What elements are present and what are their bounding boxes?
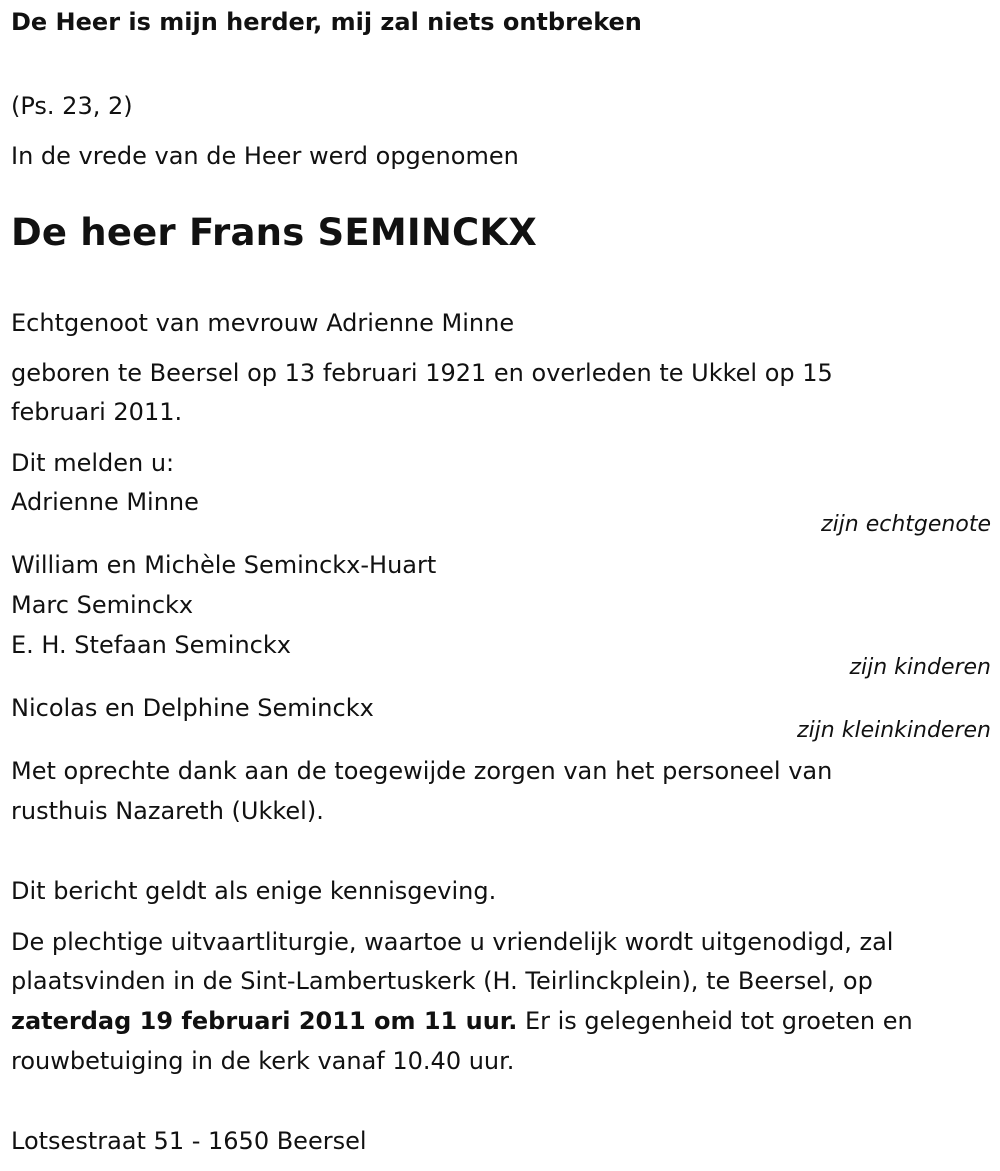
address: Lotsestraat 51 - 1650 Beersel — [11, 1127, 367, 1155]
announced-by-label: Dit melden u: — [11, 449, 175, 477]
funeral-line-1: De plechtige uitvaartliturgie, waartoe u vriendelijk wordt uitgenodigd, zal — [11, 928, 894, 956]
child-name: William en Michèle Seminckx-Huart — [11, 551, 437, 579]
grandchild-name: Nicolas en Delphine Seminckx — [11, 694, 374, 722]
intro-text: In de vrede van de Heer werd opgenomen — [11, 142, 519, 170]
child-name: E. H. Stefaan Seminckx — [11, 631, 291, 659]
children-relation: zijn kinderen — [849, 655, 991, 680]
deceased-name: De heer Frans SEMINCKX — [11, 211, 537, 254]
thanks-line-2: rusthuis Nazareth (Ukkel). — [11, 797, 324, 825]
spouse-line: Echtgenoot van mevrouw Adrienne Minne — [11, 309, 515, 337]
thanks-line-1: Met oprechte dank aan de toegewijde zorgen van het personeel van — [11, 757, 833, 785]
funeral-line-4: rouwbetuiging in de kerk vanaf 10.40 uur. — [11, 1047, 515, 1075]
funeral-line-3-rest: Er is gelegenheid tot groeten en — [517, 1007, 913, 1035]
birth-death-line-1: geboren te Beersel op 13 februari 1921 en overleden te Ukkel op 15 — [11, 359, 833, 387]
funeral-line-3 — [11, 1009, 913, 1033]
notice-text: Dit bericht geldt als enige kennisgeving. — [11, 877, 497, 905]
verse-reference: (Ps. 23, 2) — [11, 92, 133, 120]
bible-verse-heading: De Heer is mijn herder, mij zal niets ontbreken — [11, 8, 642, 36]
spouse-name: Adrienne Minne — [11, 488, 199, 516]
spouse-relation: zijn echtgenote — [821, 512, 991, 537]
funeral-date: zaterdag 19 februari 2011 om 11 uur. — [11, 1007, 518, 1035]
grandchildren-relation: zijn kleinkinderen — [797, 718, 991, 743]
funeral-line-2: plaatsvinden in de Sint-Lambertuskerk (H. Teirlinckplein), te Beersel, op — [11, 967, 873, 995]
birth-death-line-2: februari 2011. — [11, 398, 183, 426]
child-name: Marc Seminckx — [11, 591, 194, 619]
